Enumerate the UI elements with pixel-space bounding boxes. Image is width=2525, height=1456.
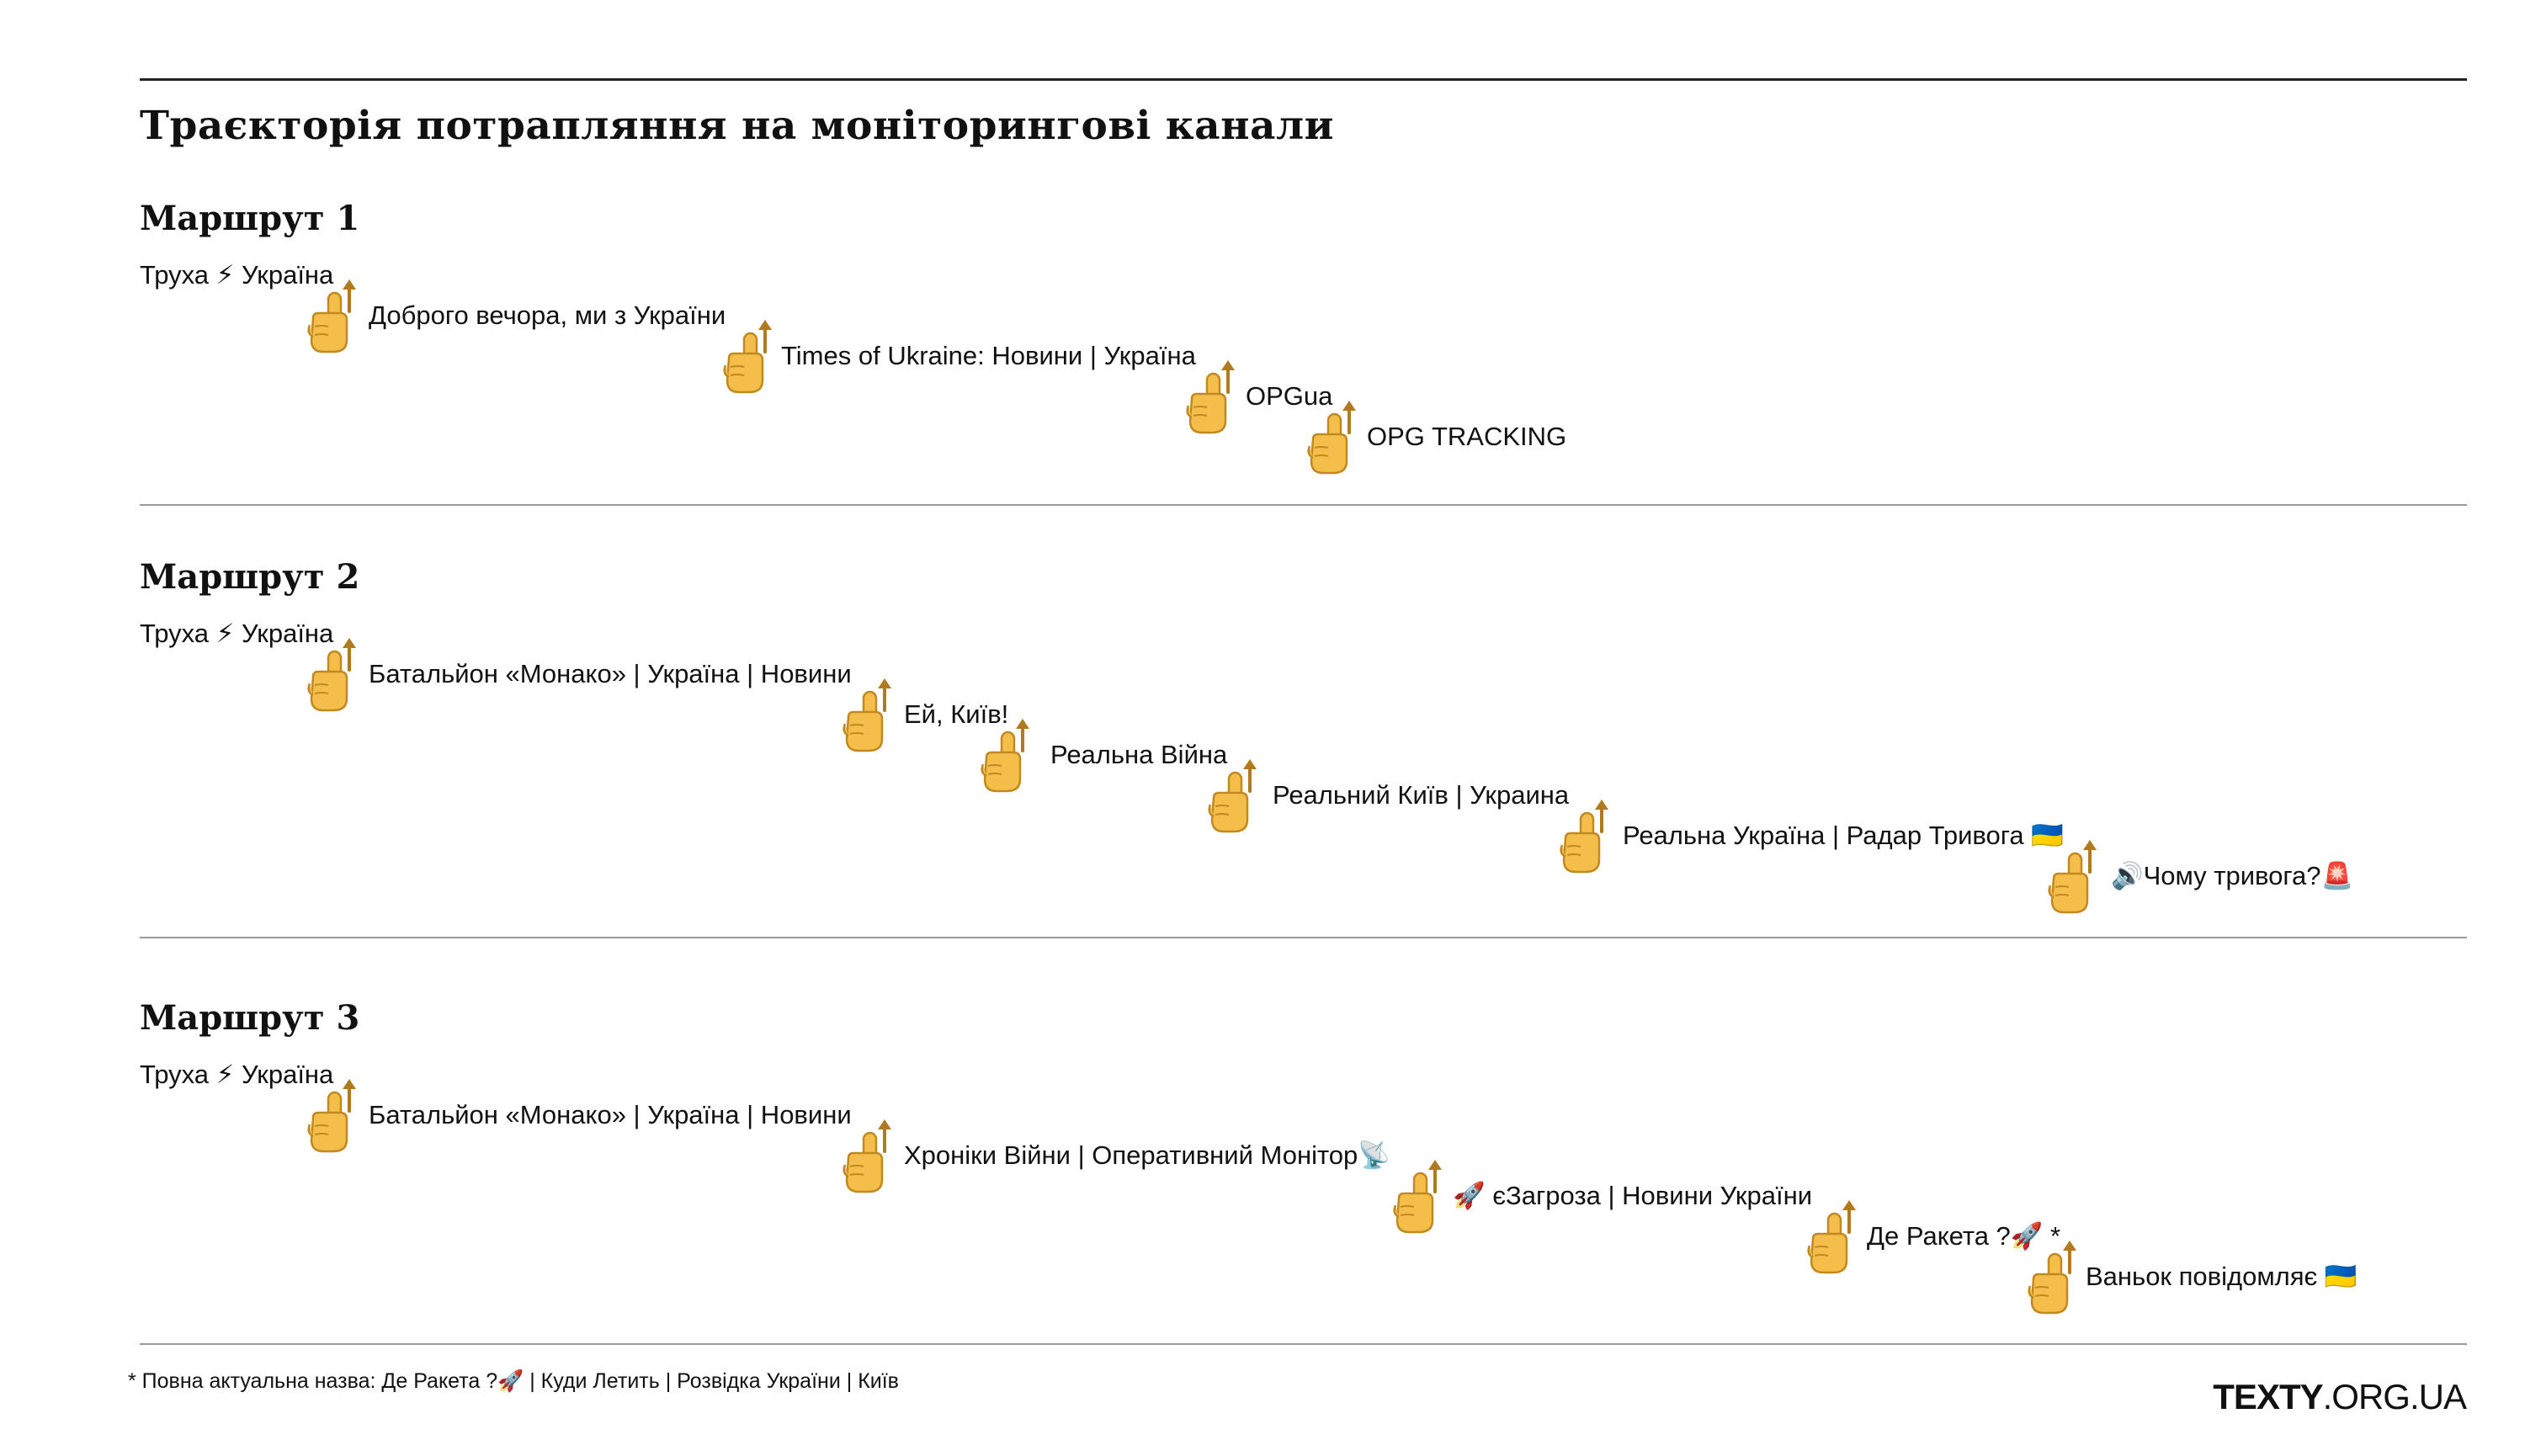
- route-separator: [140, 504, 2467, 506]
- pointing-hand-up-icon: [1182, 355, 1239, 436]
- pointing-hand-up-icon: [303, 1074, 360, 1155]
- route-3-step-1: Батальйон «Монако» | Україна | Новини: [369, 1100, 852, 1129]
- pointing-hand-up-icon: [1204, 754, 1261, 835]
- route-2-step-1: Батальйон «Монако» | Україна | Новини: [369, 659, 852, 688]
- logo-rest: .ORG.UA: [2322, 1377, 2466, 1416]
- route-2-step-5: Реальна Україна | Радар Тривога 🇺🇦: [1623, 821, 2064, 850]
- top-rule: [140, 78, 2467, 81]
- pointing-hand-up-icon: [838, 673, 896, 754]
- route-3-step-3: 🚀 єЗагроза | Новини України: [1453, 1181, 1813, 1210]
- route-1-title: Маршрут 1: [140, 199, 360, 238]
- route-1-step-1: Доброго вечора, ми з України: [369, 300, 726, 330]
- pointing-hand-up-icon: [1555, 794, 1613, 875]
- route-2-step-3: Реальна Війна: [1050, 740, 1228, 769]
- route-2-step-4: Реальний Київ | Украина: [1273, 780, 1570, 810]
- footnote: * Повна актуальна назва: Де Ракета ?🚀 | Куди Летить | Розвідка України | Київ: [128, 1369, 899, 1393]
- texty-logo[interactable]: [2213, 1375, 2466, 1419]
- route-separator: [140, 1343, 2467, 1345]
- route-1-step-2: Times of Ukraine: Новини | Україна: [781, 341, 1196, 370]
- route-1-start: Труха ⚡ Україна: [140, 260, 334, 290]
- page-title: Траєкторія потрапляння на моніторингові канали: [140, 103, 1334, 149]
- route-3-title: Маршрут 3: [140, 998, 360, 1038]
- route-3-step-2: Хроніки Війни | Оперативний Монітор📡: [904, 1140, 1390, 1170]
- pointing-hand-up-icon: [1389, 1155, 1446, 1235]
- route-1-step-3: OPGua: [1246, 381, 1333, 411]
- route-2-step-2: Ей, Київ!: [904, 699, 1009, 729]
- pointing-hand-up-icon: [1803, 1195, 1860, 1276]
- pointing-hand-up-icon: [976, 714, 1034, 794]
- pointing-hand-up-icon: [2023, 1235, 2081, 1316]
- route-separator: [140, 937, 2467, 938]
- route-1-step-4: OPG TRACKING: [1367, 422, 1567, 451]
- route-2-title: Маршрут 2: [140, 557, 360, 597]
- route-3-step-4: Де Ракета ?🚀 *: [1867, 1221, 2061, 1251]
- pointing-hand-up-icon: [1303, 396, 1360, 476]
- pointing-hand-up-icon: [838, 1114, 896, 1195]
- route-2-step-6: 🔊Чому тривога?🚨: [2111, 861, 2354, 890]
- route-3-start: Труха ⚡ Україна: [140, 1060, 334, 1089]
- route-2-start: Труха ⚡ Україна: [140, 619, 334, 648]
- pointing-hand-up-icon: [2044, 835, 2101, 916]
- pointing-hand-up-icon: [719, 315, 776, 396]
- pointing-hand-up-icon: [303, 633, 360, 714]
- logo-bold: TEXTY: [2213, 1377, 2323, 1416]
- pointing-hand-up-icon: [303, 274, 360, 355]
- route-3-step-5: Ваньок повідомляє 🇺🇦: [2086, 1262, 2358, 1291]
